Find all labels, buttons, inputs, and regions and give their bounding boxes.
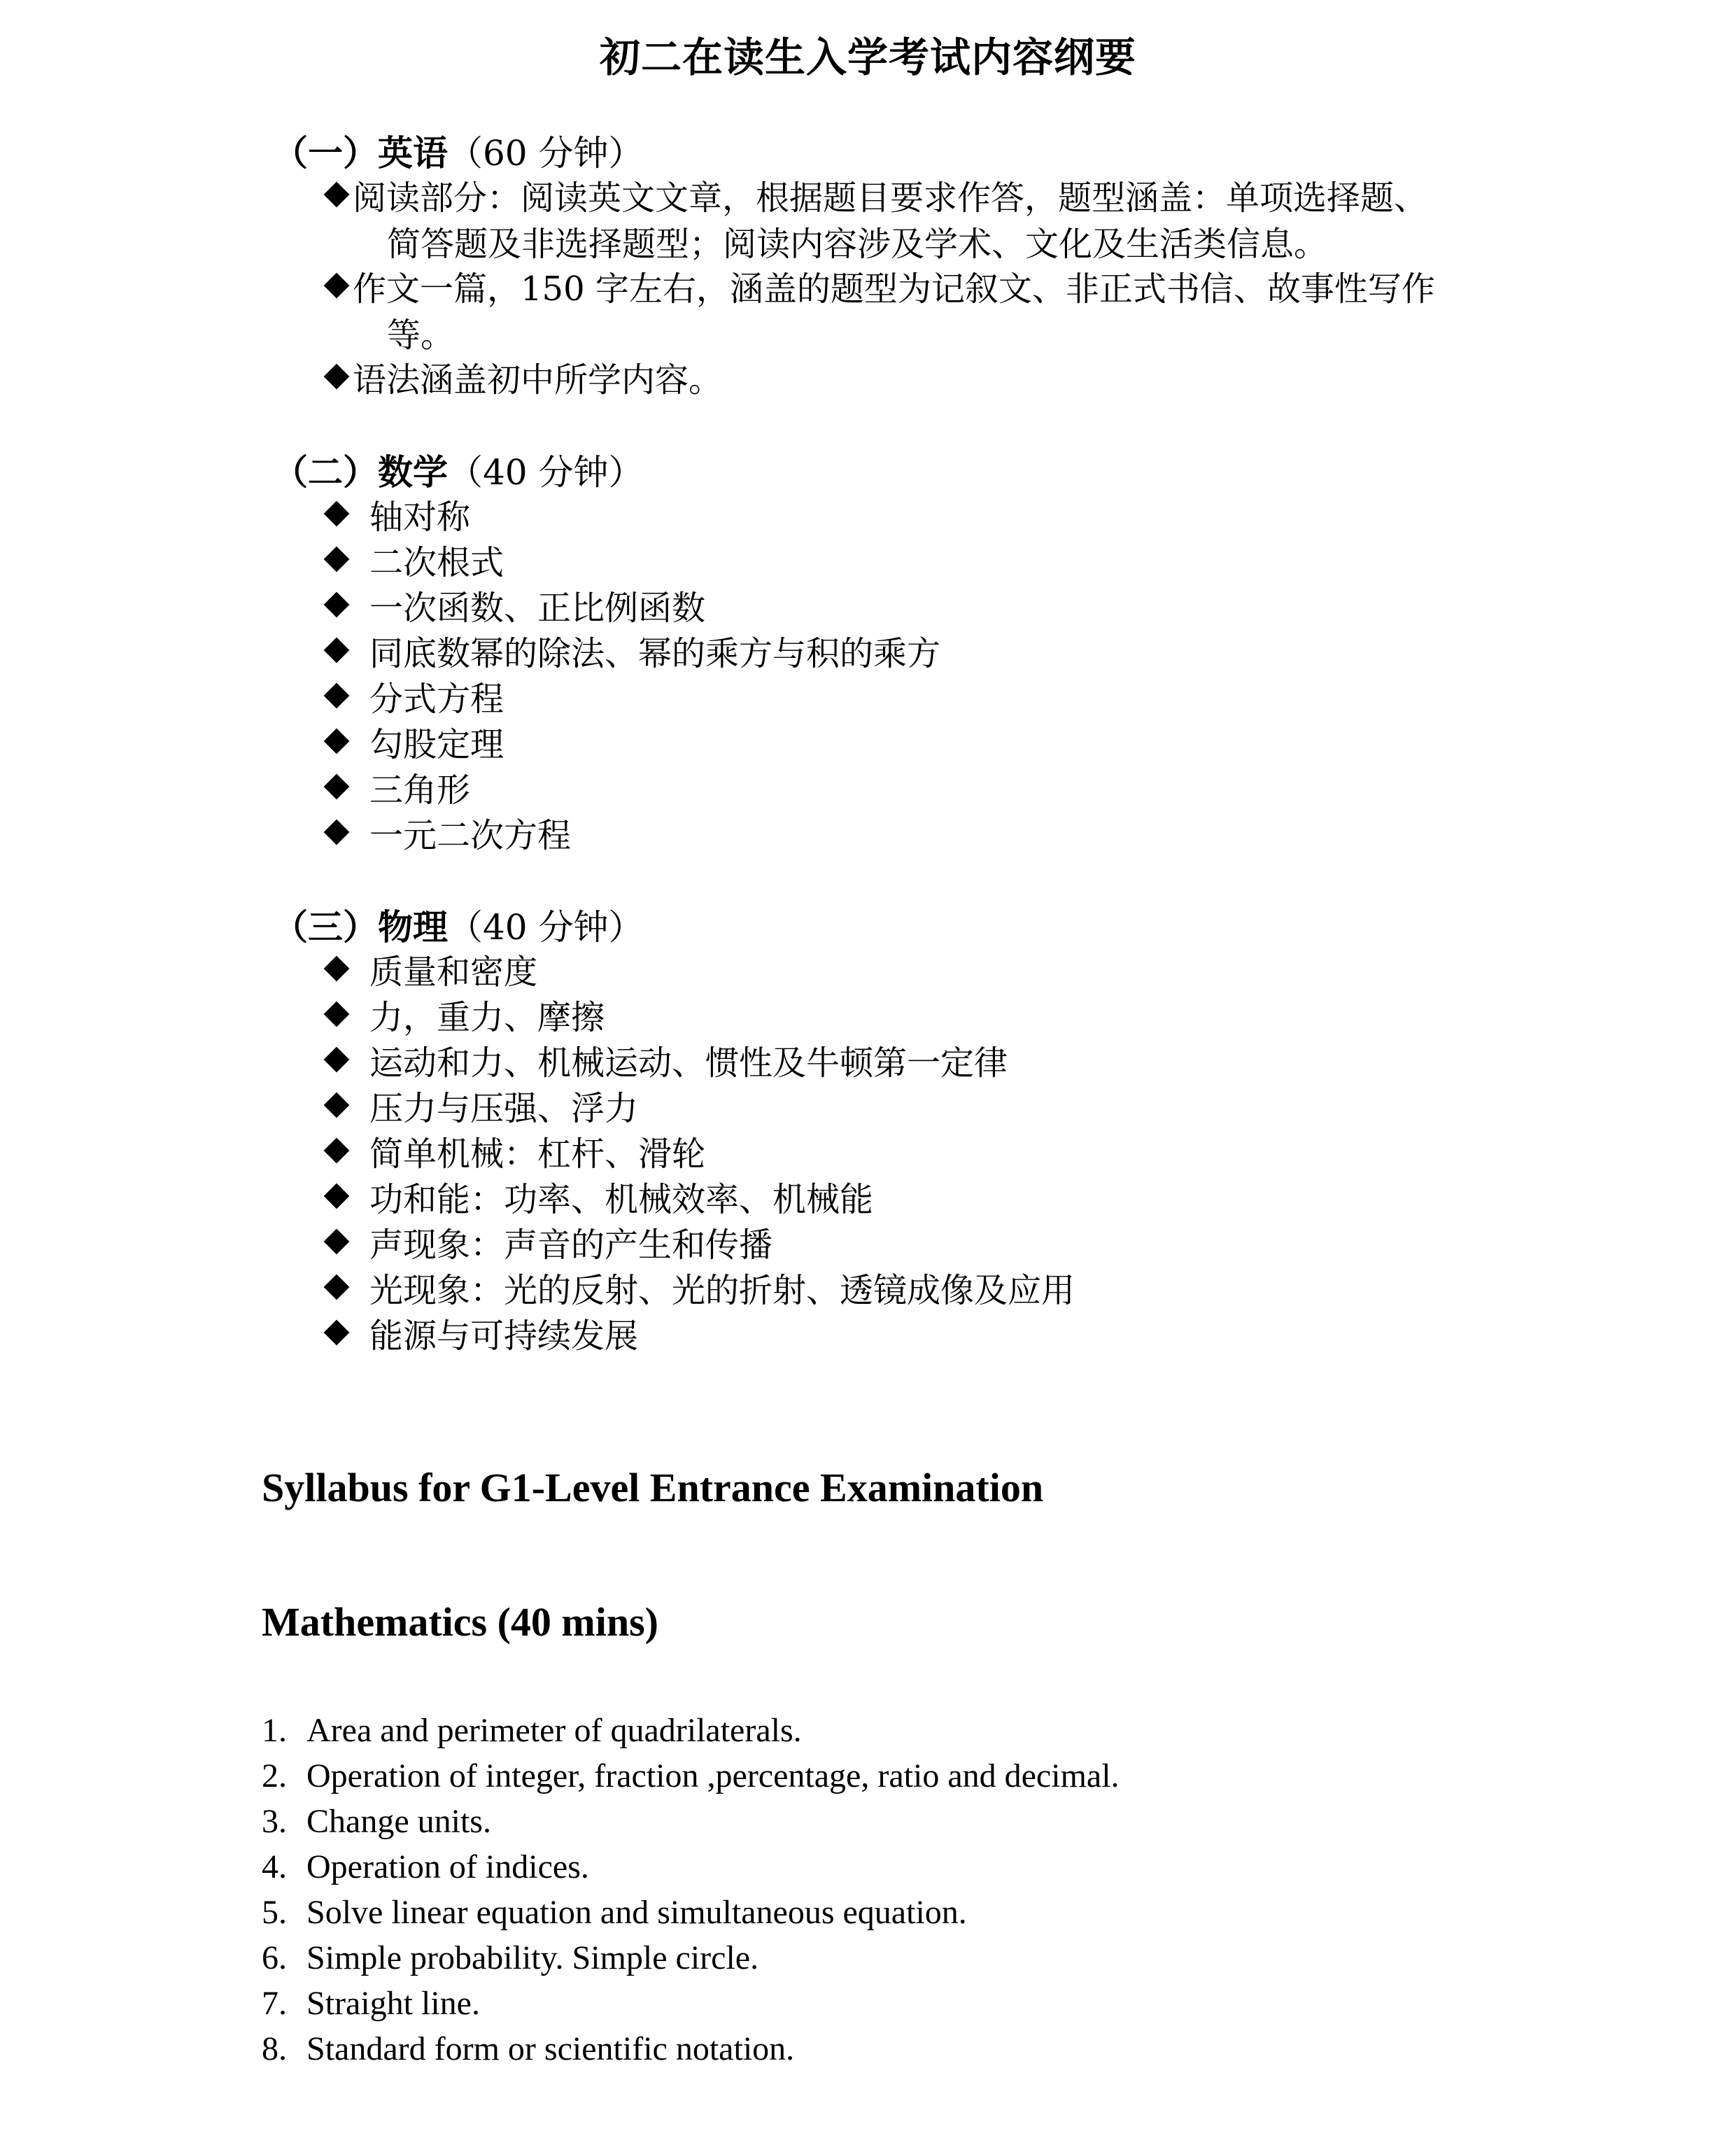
diamond-bullet-icon (324, 729, 350, 754)
physics-item (322, 1222, 772, 1268)
physics-item (322, 995, 605, 1041)
list-item-text: Area and perimeter of quadrilaterals. (306, 1712, 802, 1749)
diamond-bullet-icon (324, 774, 350, 800)
english-item (322, 266, 1435, 358)
math-item (322, 767, 470, 813)
diamond-bullet-icon (324, 638, 350, 663)
syllabus-math-heading: Mathematics (40 mins) (262, 1599, 659, 1645)
physics-item (322, 1085, 638, 1132)
list-item-number: 1. (262, 1712, 287, 1749)
list-item (262, 1890, 1120, 1935)
section-heading-physics (273, 904, 644, 950)
physics-item-text: 压力与压强、浮力 (369, 1089, 639, 1128)
diamond-bullet-icon (324, 1229, 350, 1255)
math-item-text: 二次根式 (369, 543, 504, 582)
physics-item (322, 1040, 1008, 1086)
math-item (322, 676, 504, 722)
physics-item (322, 1131, 705, 1177)
list-item-number: 4. (262, 1848, 287, 1885)
section-heading-math-label: （二）数学 (273, 451, 448, 493)
math-item (322, 585, 705, 631)
math-item (322, 494, 470, 540)
list-item-number: 7. (262, 1985, 287, 2022)
physics-item-text: 声现象：声音的产生和传播 (369, 1225, 773, 1265)
english-item-text: 阅读部分：阅读英文文章，根据题目要求作答，题型涵盖：单项选择题、 (353, 178, 1428, 218)
diamond-bullet-icon (324, 956, 350, 982)
english-item (322, 175, 1427, 267)
diamond-bullet-icon (324, 1183, 350, 1209)
section-heading-english-label: （一）英语 (273, 132, 448, 174)
physics-item (322, 1313, 638, 1359)
diamond-bullet-icon (324, 1092, 350, 1118)
physics-item-text: 简单机械：杠杆、滑轮 (369, 1134, 706, 1174)
diamond-bullet-icon (324, 1047, 350, 1073)
list-item (262, 1844, 1120, 1890)
diamond-bullet-icon (324, 820, 350, 845)
diamond-bullet-icon (324, 364, 350, 390)
math-item (322, 540, 504, 586)
physics-item (322, 949, 537, 995)
list-item-number: 6. (262, 1939, 287, 1976)
list-item (262, 1708, 1120, 1753)
list-item-text: Change units. (306, 1803, 491, 1840)
physics-item (322, 1176, 873, 1223)
diamond-bullet-icon (324, 1002, 350, 1027)
math-item-text: 同底数幂的除法、幂的乘方与积的乘方 (369, 634, 941, 673)
physics-item-text: 力，重力、摩擦 (369, 998, 605, 1037)
list-item-text: Operation of indices. (306, 1848, 589, 1885)
diamond-bullet-icon (324, 273, 350, 299)
physics-item-text: 功和能：功率、机械效率、机械能 (369, 1180, 874, 1219)
section-heading-physics-duration: （40 分钟） (448, 907, 644, 948)
english-item (322, 357, 722, 403)
section-heading-physics-label: （三）物理 (273, 906, 448, 948)
list-item (262, 1935, 1120, 1981)
diamond-bullet-icon (324, 1138, 350, 1164)
list-item-text: Simple probability. Simple circle. (306, 1939, 759, 1976)
list-item-number: 5. (262, 1894, 287, 1931)
list-item-text: Standard form or scientific notation. (306, 2030, 795, 2067)
list-item-number: 3. (262, 1803, 287, 1840)
diamond-bullet-icon (324, 1274, 350, 1300)
physics-item (322, 1267, 1075, 1314)
math-item (322, 813, 571, 859)
physics-item-text: 运动和力、机械运动、惯性及牛顿第一定律 (369, 1044, 1008, 1083)
list-item-number: 8. (262, 2030, 287, 2067)
syllabus-math-list (262, 1708, 1120, 2072)
document-title-cn: 初二在读生入学考试内容纲要 (599, 34, 1136, 81)
diamond-bullet-icon (324, 547, 350, 572)
diamond-bullet-icon (324, 1320, 350, 1346)
diamond-bullet-icon (324, 683, 350, 709)
section-heading-english-duration: （60 分钟） (448, 133, 644, 174)
diamond-bullet-icon (324, 182, 350, 208)
diamond-bullet-icon (324, 501, 350, 527)
math-item-text: 轴对称 (369, 498, 471, 537)
math-item (322, 722, 504, 768)
section-heading-math-duration: （40 分钟） (448, 452, 644, 493)
math-item-text: 分式方程 (369, 680, 504, 719)
physics-item-text: 光现象：光的反射、光的折射、透镜成像及应用 (369, 1271, 1075, 1310)
english-item-text: 语法涵盖初中所学内容。 (353, 360, 723, 400)
physics-item-text: 质量和密度 (369, 953, 538, 992)
list-item-text: Straight line. (306, 1985, 480, 2022)
math-item-text: 勾股定理 (369, 725, 504, 764)
list-item (262, 1981, 1120, 2026)
diamond-bullet-icon (324, 592, 350, 618)
list-item-text: Solve linear equation and simultaneous equation. (306, 1894, 967, 1931)
english-item-text: 作文一篇，150 字左右，涵盖的题型为记叙文、非正式书信、故事性写作 (353, 269, 1435, 309)
list-item (262, 1799, 1120, 1844)
physics-item-text: 能源与可持续发展 (369, 1316, 639, 1356)
math-item-text: 一元二次方程 (369, 816, 572, 855)
section-heading-math (273, 449, 644, 496)
list-item-text: Operation of integer, fraction ,percentage, ratio and decimal. (306, 1757, 1120, 1794)
list-item-number: 2. (262, 1757, 287, 1794)
math-item (322, 631, 940, 677)
math-item-text: 三角形 (369, 771, 471, 810)
english-item-continuation: 简答题及非选择题型；阅读内容涉及学术、文化及生活类信息。 (387, 225, 1328, 264)
list-item (262, 1753, 1120, 1799)
section-heading-english (273, 130, 644, 176)
math-item-text: 一次函数、正比例函数 (369, 589, 706, 628)
list-item (262, 2026, 1120, 2072)
syllabus-title: Syllabus for G1-Level Entrance Examination (262, 1465, 1044, 1510)
english-item-continuation: 等。 (387, 316, 455, 355)
